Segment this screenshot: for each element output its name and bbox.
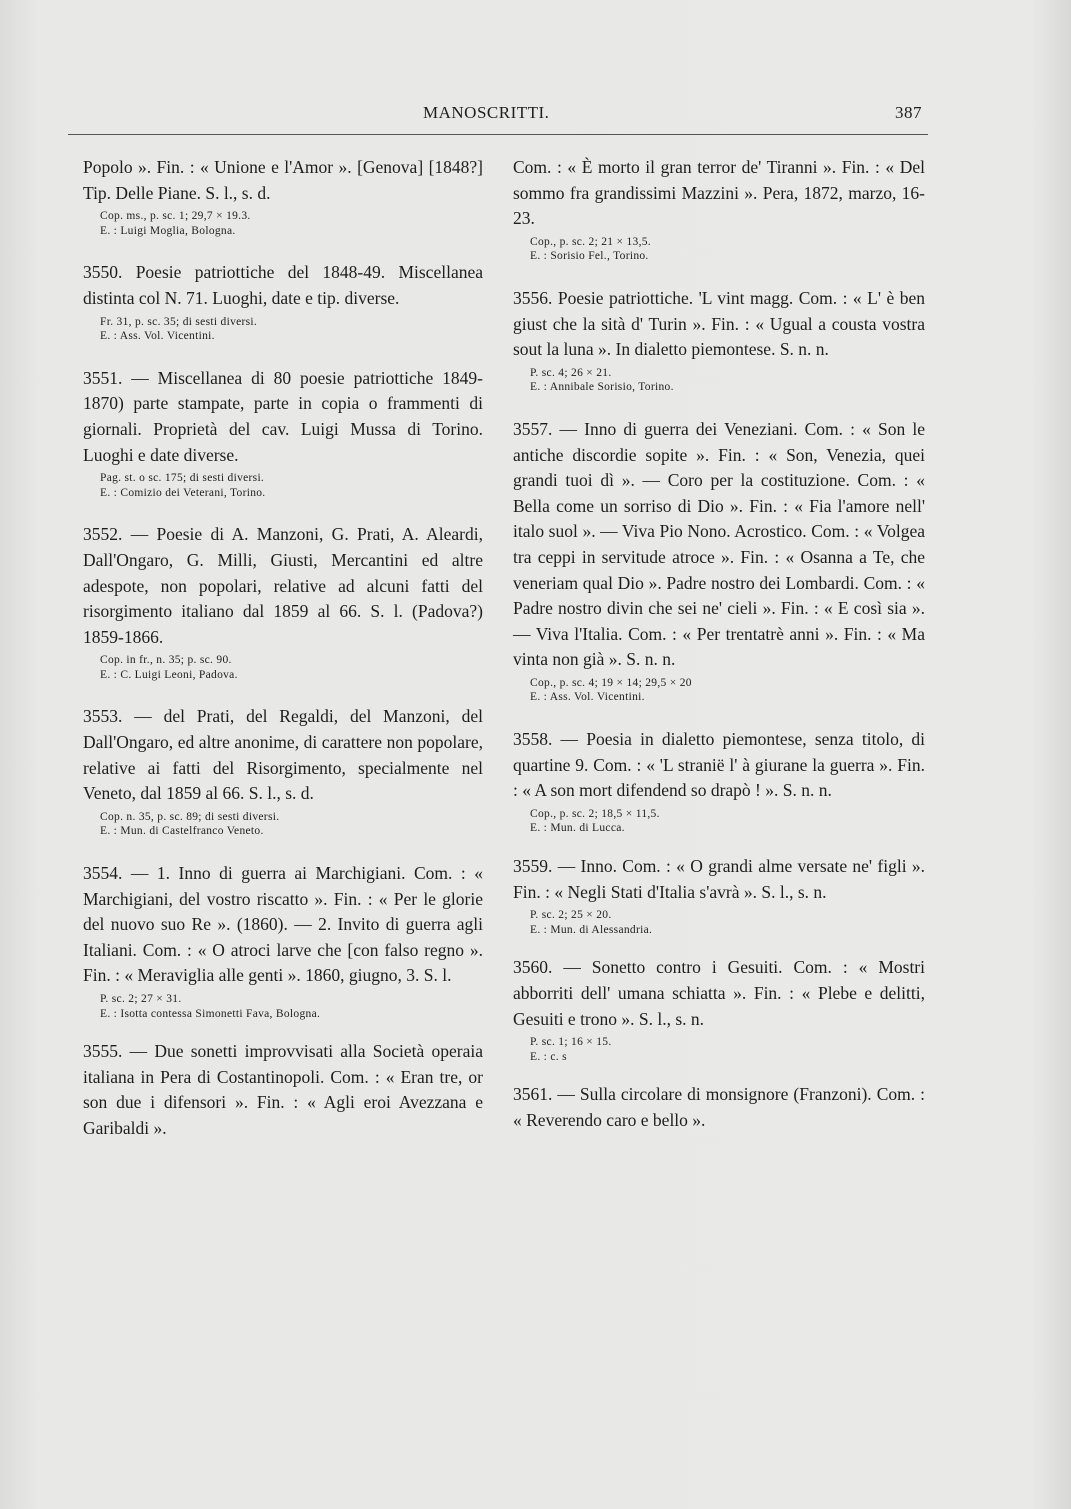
running-header [60, 103, 940, 129]
left-column [83, 155, 483, 1142]
entry-owner: E. : Sorisio Fel., Torino. [530, 250, 649, 263]
page-number: 387 [895, 103, 922, 122]
entry-description: Cop. in fr., n. 35; p. sc. 90. [100, 654, 232, 667]
entry-text: 3552. — Poesie di A. Manzoni, G. Prati, A. Aleardi, Dall'Ongaro, G. Milli, Giusti, Mercantini ed altre adespote, non popolari, relative ad alcuni fatti del risorgimento italiano dal 1859 al 66. S. l. (Padova?) 1859-1866. [83, 524, 483, 647]
entry-3555-continued [513, 155, 925, 264]
entry-owner: E. : C. Luigi Leoni, Padova. [100, 668, 238, 681]
entry-owner: E. : Luigi Moglia, Bologna. [100, 224, 236, 237]
entry-3552 [83, 522, 483, 682]
header-rule [68, 134, 928, 135]
entry-3556 [513, 286, 925, 395]
entry-text: 3559. — Inno. Com. : « O grandi alme versate ne' figli ». Fin. : « Negli Stati d'Italia s'avrà ». S. l., s. n. [513, 856, 925, 902]
entry-text: 3557. — Inno di guerra dei Veneziani. Com. : « Son le antiche discordie sopite ». Fin. : « Son, Venezia, quei grandi tuoi dì ». — Coro per la costituzione. Com. : « Bella come un sorriso di Dio ». Fin. : « Fia l'amore nell' italo suol ». — Viva Pio Nono. Acrostico. Com. : « Volgea tra ceppi in servitude atroce ». Fin. : « Osanna a Te, che veneriam qual Dio ». Padre nostro dei Lombardi. Com. : « Padre nostro divin che sei ne' cieli ». Fin. : « E così sia ». — Viva l'Italia. Com. : « Per trentatrè anni ». Fin. : « Ma vinta non già ». S. n. n. [513, 418, 925, 670]
entry-owner: E. : Ass. Vol. Vicentini. [100, 330, 215, 343]
entry-text: Com. : « È morto il gran terror de' Tiranni ». Fin. : « Del sommo fra grandissimi Mazzini ». Pera, 1872, marzo, 16-23. [513, 157, 925, 229]
right-column [513, 155, 925, 1134]
entry-text: Popolo ». Fin. : « Unione e l'Amor ». [Genova] [1848?] Tip. Delle Piane. S. l., s. d. [83, 157, 483, 203]
entry-text: 3556. Poesie patriottiche. 'L vint magg. Com. : « L' è ben giust che la sità d' Turin ». Fin. : « Ugual a cousta vostra sout la luna ». In dialetto piemontese. S. n. n. [513, 287, 925, 360]
entry-description: P. sc. 1; 16 × 15. [530, 1036, 612, 1049]
entry-owner: E. : Isotta contessa Simonetti Fava, Bologna. [100, 1007, 321, 1020]
entry-3557 [513, 417, 925, 705]
entry-description: Cop., p. sc. 4; 19 × 14; 29,5 × 20 [530, 676, 692, 689]
entry-meta [513, 235, 925, 264]
entry-meta [513, 366, 925, 395]
entry-description: Pag. st. o sc. 175; di sesti diversi. [100, 472, 265, 485]
entry-owner: E. : Comizio dei Veterani, Torino. [100, 486, 266, 499]
entry-3561 [513, 1082, 925, 1133]
entry-3554 [83, 861, 483, 1021]
entry-description: P. sc. 2; 25 × 20. [530, 909, 612, 922]
entry-text: 3561. — Sulla circolare di monsignore (Franzoni). Com. : « Reverendo caro e bello ». [513, 1084, 925, 1130]
entry-description: Cop., p. sc. 2; 21 × 13,5. [530, 235, 651, 248]
entry-meta [83, 315, 483, 344]
entry-text: 3550. Poesie patriottiche del 1848-49. Miscellanea distinta col N. 71. Luoghi, date e tip. diverse. [83, 262, 483, 308]
entry-meta [83, 992, 483, 1021]
entry-3559 [513, 854, 925, 937]
entry-meta [513, 807, 925, 836]
entry-3555 [83, 1039, 483, 1141]
entry-meta [83, 209, 483, 238]
entry-owner: E. : Mun. di Alessandria. [530, 923, 653, 936]
entry-description: P. sc. 4; 26 × 21. [530, 366, 612, 379]
entry-continuation [83, 155, 483, 238]
entry-3550 [83, 260, 483, 343]
entry-description: Fr. 31, p. sc. 35; di sesti diversi. [100, 315, 258, 328]
entry-description: Cop. n. 35, p. sc. 89; di sesti diversi. [100, 810, 280, 823]
entry-text: 3554. — 1. Inno di guerra ai Marchigiani. Com. : « Marchigiani, del vostro riscatto ». Fin. : « Per le glorie del nuovo suo Re ». (1860). — 2. Invito di guerra agli Italiani. Com. : « O atroci larve che [con falso regno ». Fin. : « Meraviglia alle genti ». 1860, giugno, 3. S. l. [83, 863, 483, 986]
entry-meta [83, 810, 483, 839]
entry-meta [83, 653, 483, 682]
entry-owner: E. : Mun. di Lucca. [530, 822, 625, 835]
entry-text: 3553. — del Prati, del Regaldi, del Manzoni, del Dall'Ongaro, ed altre anonime, di carattere non popolare, relative ai fatti del Risorgimento, specialmente nel Veneto, dal 1859 al 66. S. l., s. d. [83, 706, 483, 804]
entry-description: Cop., p. sc. 2; 18,5 × 11,5. [530, 807, 660, 820]
entry-meta [83, 471, 483, 500]
entry-3553 [83, 704, 483, 839]
header-title: MANOSCRITTI. [423, 103, 550, 122]
entry-owner: E. : Mun. di Castelfranco Veneto. [100, 825, 264, 838]
entry-meta [513, 676, 925, 705]
entry-3551 [83, 366, 483, 501]
entry-owner: E. : c. s [530, 1050, 567, 1063]
entry-3558 [513, 727, 925, 836]
entry-meta [513, 908, 925, 937]
entry-3560 [513, 955, 925, 1064]
entry-text: 3560. — Sonetto contro i Gesuiti. Com. : « Mostri abborriti dell' umana schiatta ». Fin. : « Plebe e delitti, Gesuiti e trono ». S. l., s. n. [513, 957, 925, 1029]
entry-text: 3551. — Miscellanea di 80 poesie patriottiche 1849-1870) parte stampate, parte in copia o frammenti di giornali. Proprietà del cav. Luigi Mussa di Torino. Luoghi e date diverse. [83, 367, 483, 465]
entry-text: 3555. — Due sonetti improvvisati alla Società operaia italiana in Pera di Costantinopoli. Com. : « Eran tre, or son due i difensori ». Fin. : « Agli eroi Avezzana e Garibaldi ». [83, 1041, 483, 1138]
entry-text: 3558. — Poesia in dialetto piemontese, senza titolo, di quartine 9. Com. : « 'L stranië l' à giurane la guerra ». Fin. : « A son mort difendend so drapò ! ». S. n. n. [513, 729, 925, 801]
entry-description: Cop. ms., p. sc. 1; 29,7 × 19.3. [100, 210, 251, 223]
entry-description: P. sc. 2; 27 × 31. [100, 993, 182, 1005]
entry-owner: E. : Ass. Vol. Vicentini. [530, 691, 645, 704]
entry-meta [513, 1035, 925, 1064]
entry-owner: E. : Annibale Sorisio, Torino. [530, 381, 674, 394]
